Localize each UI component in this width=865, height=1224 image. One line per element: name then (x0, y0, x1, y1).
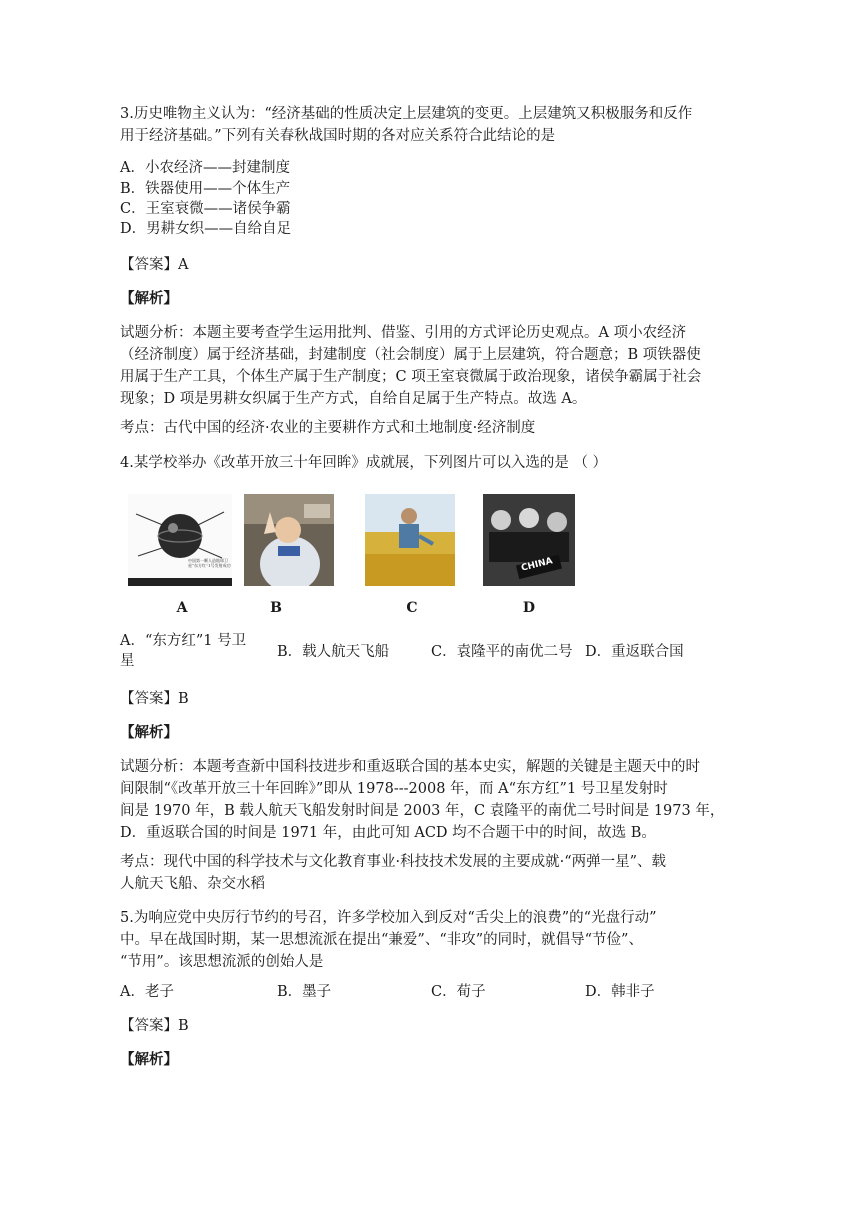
q4-stem: 4.某学校举办《改革开放三十年回眸》成就展，下列图片可以入选的是 （ ） (120, 455, 608, 471)
figure-d-un-delegation-image (483, 494, 575, 586)
q4-kaodian (120, 851, 740, 895)
q3-analysis-line: 现象；D 项是男耕女织属于生产方式，自给自足属于生产特点。故选 A。 (120, 391, 587, 407)
q5-answer: 【答案】B (120, 1018, 189, 1034)
q4-option-a (120, 631, 246, 671)
figure-d-china-sign: CHINA (520, 556, 554, 574)
q4-option-d: D．重返联合国 (585, 644, 684, 660)
q5-stem-line: 中。早在战国时期，某一思想流派在提出“兼爱”、“非攻”的同时，就倡导“节俭”、 (120, 932, 643, 948)
q3-analysis-line: 用属于生产工具，个体生产属于生产制度；C 项王室衰微属于政治现象，诸侯争霸属于社会 (120, 369, 702, 385)
q5-option-a: A．老子 (120, 984, 174, 1000)
q4-analysis-title: 【解析】 (120, 724, 178, 741)
figure-b-astronaut-image (244, 494, 334, 586)
q4-option-c: C．袁隆平的南优二号 (431, 644, 573, 660)
astronaut-illustration (244, 494, 334, 586)
q3-option: C．王室衰微——诸侯争霸 (120, 201, 291, 217)
q3-stem-line: 3.历史唯物主义认为：“经济基础的性质决定上层建筑的变更。上层建筑又积极服务和反作 (120, 106, 693, 122)
q3-kaodian: 考点：古代中国的经济·农业的主要耕作方式和土地制度·经济制度 (120, 420, 536, 436)
figure-c-rice-field-image (365, 494, 455, 586)
q4-analysis-line: 间是 1970 年，B 载人航天飞船发射时间是 2003 年，C 袁隆平的南优二号时间是 1973 年， (120, 803, 725, 819)
q5-analysis-title: 【解析】 (120, 1051, 178, 1068)
q3-analysis-line: （经济制度）属于经济基础，封建制度（社会制度）属于上层建筑，符合题意；B 项铁器使 (120, 347, 701, 363)
q4-option-a-line2: 星 (120, 653, 135, 669)
q3-option: D．男耕女织——自给自足 (120, 221, 292, 237)
q3-stem (120, 103, 740, 147)
un-delegation-illustration (483, 494, 575, 586)
q5-stem-line: 5.为响应党中央厉行节约的号召，许多学校加入到反对“舌尖上的浪费”的“光盘行动” (120, 910, 657, 926)
figure-a-satellite-image (128, 494, 232, 586)
q3-analysis-line: 试题分析：本题主要考查学生运用批判、借鉴、引用的方式评论历史观点。A 项小农经济 (120, 325, 687, 341)
q3-option: B．铁器使用——个体生产 (120, 181, 291, 197)
q4-analysis (120, 756, 740, 844)
figure-label-d: D (522, 600, 536, 616)
q3-option: A．小农经济——封建制度 (120, 160, 290, 176)
q3-answer: 【答案】A (120, 257, 189, 273)
q3-stem-line: 用于经济基础。”下列有关春秋战国时期的各对应关系符合此结论的是 (120, 128, 556, 144)
q4-analysis-line: 试题分析：本题考查新中国科技进步和重返联合国的基本史实，解题的关键是主题天中的时 (120, 759, 700, 775)
figure-label-c: C (406, 600, 418, 616)
q5-option-d: D．韩非子 (585, 984, 655, 1000)
q3-analysis (120, 322, 740, 410)
q4-kaodian-line: 人航天飞船、杂交水稻 (120, 876, 265, 892)
q4-analysis-line: D．重返联合国的时间是 1971 年，由此可知 ACD 均不合题干中的时间，故选 B。 (120, 825, 656, 841)
q5-option-b: B．墨子 (277, 984, 332, 1000)
q3-analysis-title: 【解析】 (120, 290, 178, 307)
q5-option-c: C．荀子 (431, 984, 486, 1000)
figure-a-caption: 中国第一颗人造地球卫星“东方红”1号发射成功 (188, 558, 231, 568)
figure-label-b: B (270, 600, 282, 616)
q4-option-b: B．载人航天飞船 (277, 644, 390, 660)
figure-label-a: A (176, 600, 188, 616)
q5-stem (120, 907, 740, 973)
q5-stem-line: “节用”。该思想流派的创始人是 (120, 954, 324, 970)
q4-analysis-line: 间限制“《改革开放三十年回眸》”即从 1978---2008 年，而 A“东方红”1 号卫星发射时 (120, 781, 668, 797)
q3-options (120, 157, 740, 239)
q4-option-a-line1: A．“东方红”1 号卫 (120, 633, 247, 649)
q4-kaodian-line: 考点：现代中国的科学技术与文化教育事业·科技技术发展的主要成就·“两弹一星”、载 (120, 854, 667, 870)
rice-field-illustration (365, 494, 455, 586)
q4-answer: 【答案】B (120, 691, 189, 707)
